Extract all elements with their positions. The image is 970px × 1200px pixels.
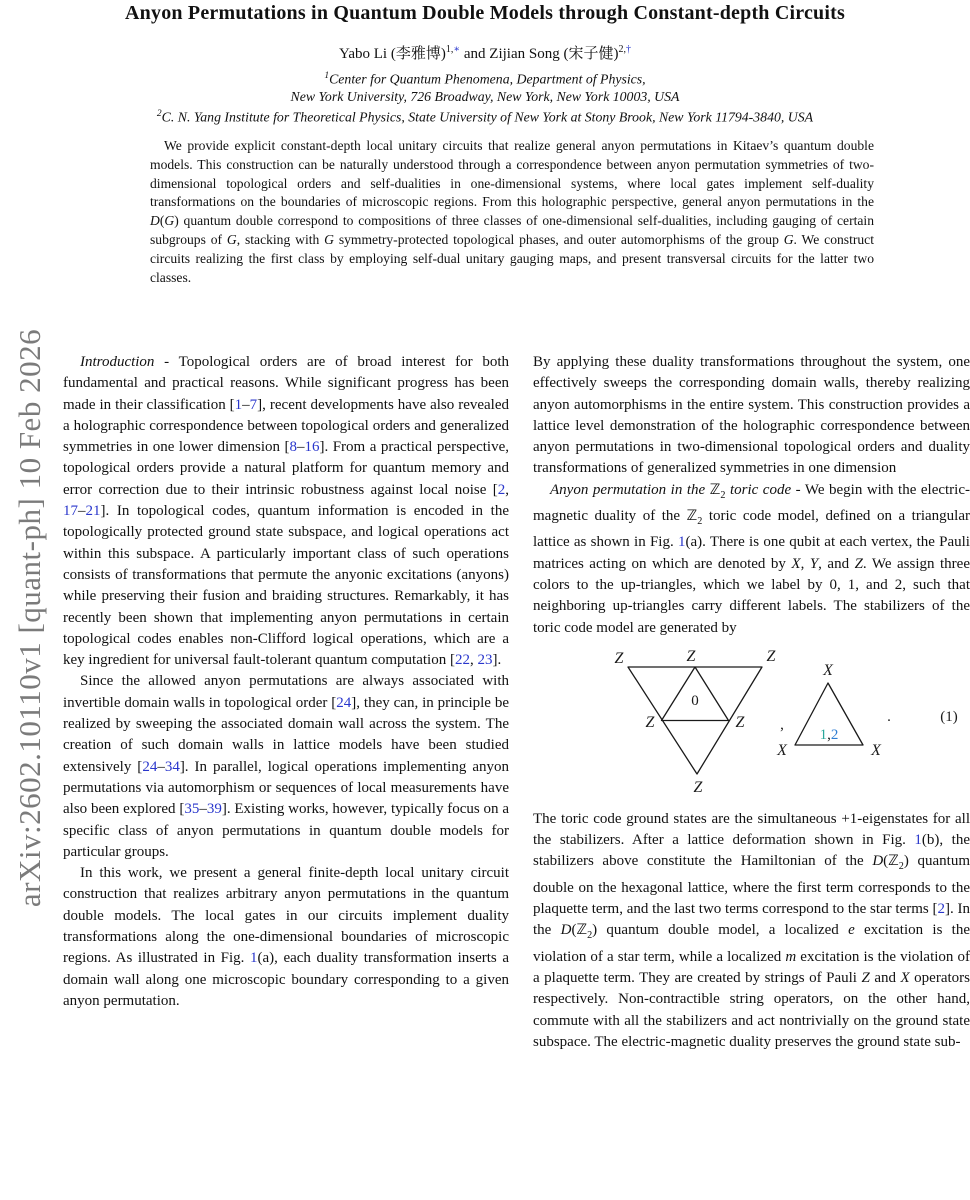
citation-link[interactable]: 23 xyxy=(477,652,493,669)
citation-link[interactable]: 17 xyxy=(63,503,78,520)
pauli-z-label: Z xyxy=(686,647,696,665)
affiliation-line: $^2$C. N. Yang Institute for Theoretical Physics, State University of New York at Stony Brook, New York 11794-3840, USA xyxy=(156,108,814,125)
pauli-x-label: X xyxy=(823,661,833,679)
star-color-2: 2 xyxy=(830,726,839,743)
author-footnote-link[interactable]: † xyxy=(625,44,631,55)
star-color-label xyxy=(820,727,839,743)
pauli-z-label: Z xyxy=(614,649,624,667)
arxiv-watermark: arXiv:2602.10110v1 [quant-ph] 10 Feb 2026 xyxy=(12,328,47,908)
column-right xyxy=(533,352,970,1198)
figure-ref-link[interactable]: 1 xyxy=(677,534,686,551)
citation-link[interactable]: 39 xyxy=(206,801,222,818)
affiliations xyxy=(0,68,970,126)
equation-number: (1) xyxy=(940,708,958,725)
pauli-x-label: X xyxy=(777,741,787,759)
citation-link[interactable]: 24 xyxy=(142,758,158,775)
citation-link[interactable]: 7 xyxy=(249,396,258,413)
affiliation-line: New York University, 726 Broadway, New York, New York 10003, USA xyxy=(290,89,680,105)
authors-line: Yabo Li (李雅博)$^{1,∗}$ and Zijian Song (宋子健)$^{2,\dagger}$ xyxy=(339,44,631,62)
pauli-z-label: Z xyxy=(735,713,745,731)
citation-link[interactable]: 2 xyxy=(937,901,945,918)
paragraph-sweeping: By applying these duality transformations throughout the system, one effectively sweeps the corresponding domain walls, thereby realizing anyon automorphisms in the entire system. This construction provides a lattice level demonstration of the holographic correspondence between anyon permutations in two-dimensional topological orders and duality transformations of generalized symmetries in one dimension xyxy=(533,354,970,477)
column-left xyxy=(63,352,509,1198)
paragraph-this-work: In this work, we present a general finite-depth local unitary circuit construction that realizes arbitrary anyon permutations in the quantum double models. The local gates in our circuits implement duality transformations along the one-dimensional boundaries of microscopic regions. As illustrated in Fig. 1(a), each duality transformation inserts a domain wall along one microscopic boundary corresponding to a given anyon permutation. xyxy=(63,865,509,1009)
star-color-1: 1 xyxy=(819,726,828,743)
paragraph-domain-walls: Since the allowed anyon permutations are always associated with invertible domain walls in topological order [24], they can, in principle be realized by sweeping the associated domain wall across the system. The creation of such domain walls in lattice models have been studied extensively [24–34]. In parallel, logical operations implementing anyon permutations via automorphism or sequences of local measurements have also been explored [35–39]. Existing works, however, typically focus on a specific class of anyon permutations in quantum double models for particular groups. xyxy=(63,673,510,860)
paragraph-toric-code: Anyon permutation in the ℤ$_2$ toric code - We begin with the electric-magnetic duality of the ℤ$_2$ toric code model, defined on a triangular lattice as shown in Fig. 1(a). There is one qubit at each vertex, the Pauli matrices acting on which are denoted by X, Y, and Z. We assign three colors to the up-triangles, which we label by 0, 1, and 2, such that neighboring up-triangles carry different labels. The stabilizers of the toric code model are generated by xyxy=(533,481,970,636)
citation-link[interactable]: 2 xyxy=(497,481,506,498)
citation-link[interactable]: 34 xyxy=(164,758,180,775)
paragraph-ground-states: The toric code ground states are the simultaneous +1-eigenstates for all the stabilizers. After a lattice deformation shown in Fig. 1(b), the stabilizers above constitute the Hamiltonian of the D(ℤ$_2$) quantum double on the hexagonal lattice, where the first term corresponds to the plaquette term, and the last two terms correspond to the star terms [2]. In the D(ℤ$_2$) quantum double model, a localized e excitation is the violation of a star term, while a localized m excitation is the violation of a plaquette term. They are created by strings of Pauli Z and X operators respectively. Non-contractible string operators, on the other hand, commute with all the stabilizers and act nontrivially on the ground state subspace. The electric-magnetic duality preserves the ground state sub- xyxy=(533,810,970,1050)
citation-link[interactable]: 24 xyxy=(336,694,352,711)
citation-link[interactable]: 8 xyxy=(289,439,297,456)
equation-period: . xyxy=(887,708,891,725)
paper-title: Anyon Permutations in Quantum Double Models through Constant-depth Circuits xyxy=(125,2,845,24)
author-footnote-link[interactable]: ∗ xyxy=(453,44,461,55)
star-term-diagram xyxy=(776,662,882,759)
stabilizer-diagram xyxy=(533,643,970,803)
figure-ref-link[interactable]: 1 xyxy=(250,950,258,967)
star-label-comma: , xyxy=(827,726,831,743)
abstract: We provide explicit constant-depth local unitary circuits that realize general anyon permutations in Kitaev’s quantum double models. This construction can be naturally understood through a correspondence between anyon permutation symmetries of two-dimensional topological orders and self-dualities in one-dimensional systems, where local gates implement self-duality transformations on the boundaries of microscopic regions. From this holographic perspective, general anyon permutations in the D(G) quantum double correspond to compositions of three classes of one-dimensional self-dualities, including gauging of certain subgroups of G, stacking with G symmetry-protected topological phases, and outer automorphisms of the group G. We construct circuits realizing the first class by employing self-dual unitary gauging maps, and present transversal circuits for the latter two classes. xyxy=(150,138,874,285)
pauli-x-label: X xyxy=(871,741,881,759)
citation-link[interactable]: 1 xyxy=(234,396,243,413)
pauli-z-label: Z xyxy=(766,647,776,665)
citation-link[interactable]: 35 xyxy=(184,801,200,818)
plaquette-term-diagram xyxy=(615,648,777,796)
pauli-z-label: Z xyxy=(693,778,703,796)
citation-link[interactable]: 22 xyxy=(454,652,470,669)
figure-ref-link[interactable]: 1 xyxy=(914,832,922,849)
citation-link[interactable]: 21 xyxy=(85,503,101,520)
paragraph-introduction: Introduction - Topological orders are of broad interest for both fundamental and practical reasons. While significant progress has been made in their classification [1–7], recent developments have also revealed a holographic correspondence between topological orders and generalized symmetries in one lower dimension [8–16]. From a practical perspective, topological orders provide a natural platform for quantum memory and error correction due to their intrinsic robustness against local noise [2, 17–21]. In topological codes, quantum information is encoded in the topologically protected ground state subspace, and logical operations act within this subspace. A particularly important class of such operations consists of transformations that permute the anyonic excitations (anyons) while preserving their fusion and braiding structures. Remarkably, it has recently been shown that implementing anyon permutations in certain topological codes enables non-Clifford logical operations, which are a key ingredient for universal fault-tolerant quantum computation [22, 23]. xyxy=(63,354,509,669)
pauli-z-label: Z xyxy=(645,713,655,731)
equation-comma: , xyxy=(780,716,784,733)
citation-link[interactable]: 16 xyxy=(304,439,320,456)
equation-1-figure xyxy=(533,643,970,803)
affiliation-line: $^1$Center for Quantum Phenomena, Department of Physics, xyxy=(324,71,646,87)
plaquette-color-label: 0 xyxy=(691,692,699,709)
